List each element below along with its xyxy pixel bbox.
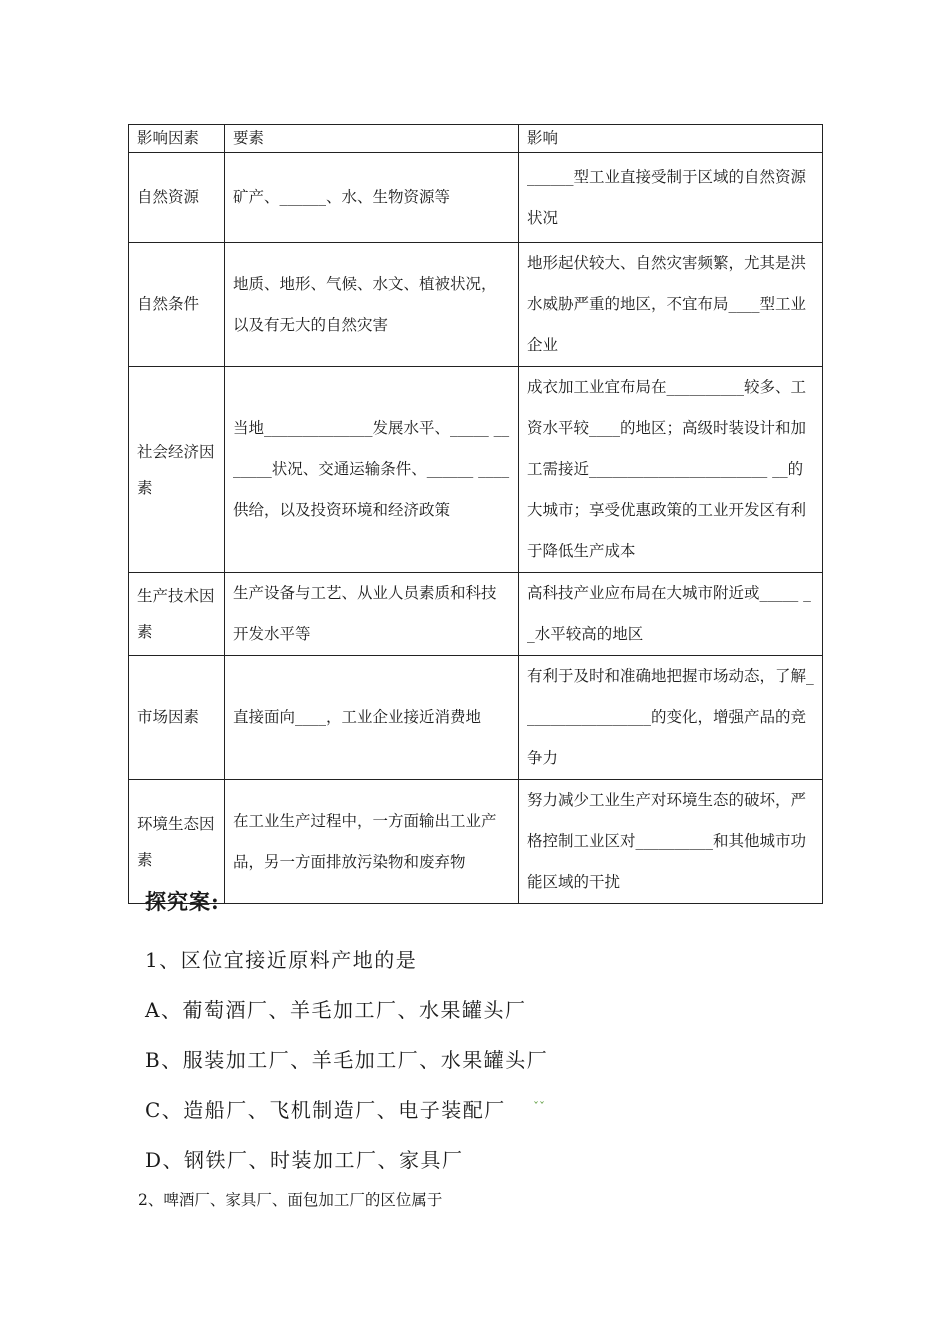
- table-header-row: [129, 125, 823, 153]
- squiggle-mark-icon: ˇˇ: [533, 1100, 545, 1114]
- factor-cell: 生产技术因素: [129, 573, 225, 656]
- impact-cell: 有利于及时和准确地把握市场动态，了解_________________的变化，增强产品的竞争力: [519, 656, 823, 780]
- elements-cell: 地质、地形、气候、水文、植被状况，以及有无大的自然灾害: [225, 243, 519, 367]
- table-row: [129, 367, 823, 573]
- impact-cell: 努力减少工业生产对环境生态的破坏，严格控制工业区对__________和其他城市功能区域的干扰: [519, 780, 823, 904]
- question-stem: 1、区位宜接近原料产地的是: [145, 948, 418, 972]
- factor-cell: 自然条件: [129, 243, 225, 367]
- elements-cell: 矿产、______、水、生物资源等: [225, 153, 519, 243]
- factor-cell: 社会经济因素: [129, 367, 225, 573]
- question-2: 2、啤酒厂、家具厂、面包加工厂的区位属于: [138, 1191, 443, 1209]
- impact-cell: ______型工业直接受制于区域的自然资源状况: [519, 153, 823, 243]
- elements-cell: 当地______________发展水平、_____ _______状况、交通运输条件、______ ____供给，以及投资环境和经济政策: [225, 367, 519, 573]
- option-d: D、钢铁厂、时装加工厂、家具厂: [145, 1148, 464, 1172]
- option-b: B、服装加工厂、羊毛加工厂、水果罐头厂: [145, 1048, 549, 1072]
- header-elements: 要素: [225, 125, 519, 153]
- impact-cell: 地形起伏较大、自然灾害频繁，尤其是洪水威胁严重的地区，不宜布局____型工业企业: [519, 243, 823, 367]
- location-factors-table: [128, 124, 823, 904]
- header-impact: 影响: [519, 125, 823, 153]
- factor-cell: 市场因素: [129, 656, 225, 780]
- impact-cell: 高科技产业应布局在大城市附近或_____ __水平较高的地区: [519, 573, 823, 656]
- elements-cell: 在工业生产过程中，一方面输出工业产品，另一方面排放污染物和废弃物: [225, 780, 519, 904]
- table-row: [129, 153, 823, 243]
- question-1: [145, 935, 548, 1185]
- section-title: 探究案:: [145, 889, 220, 914]
- option-a: A、葡萄酒厂、羊毛加工厂、水果罐头厂: [145, 998, 527, 1022]
- elements-cell: 直接面向____，工业企业接近消费地: [225, 656, 519, 780]
- impact-cell: 成衣加工业宜布局在__________较多、工资水平较____的地区；高级时装设计和加工需接近_______________________ __的大城市；享受优惠政策的工业开发区有利于降低生产成本: [519, 367, 823, 573]
- elements-cell: 生产设备与工艺、从业人员素质和科技开发水平等: [225, 573, 519, 656]
- factor-cell: 环境生态因素: [129, 780, 225, 904]
- factor-cell: 自然资源: [129, 153, 225, 243]
- header-factor: 影响因素: [129, 125, 225, 153]
- table-row: [129, 780, 823, 904]
- table-row: [129, 243, 823, 367]
- option-c: C、造船厂、飞机制造厂、电子装配厂: [145, 1098, 506, 1122]
- table-row: [129, 656, 823, 780]
- table-row: [129, 573, 823, 656]
